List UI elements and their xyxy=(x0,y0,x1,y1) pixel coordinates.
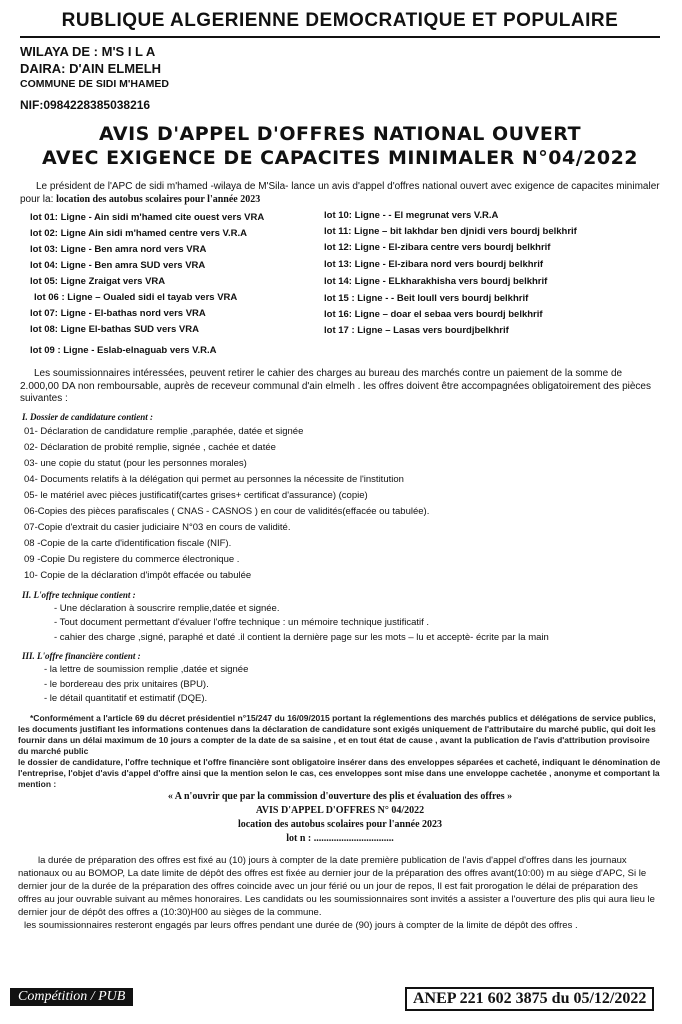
nif-line: NIF:0984228385038216 xyxy=(20,98,151,112)
deadline-paragraph: la durée de préparation des offres est fixé au (10) jours à compter de la date première publication de l'avis d'appel d'offres dans les journaux nationaux ou au BOMOP, La date limite de dépôt des offres est fixée au dernier jour de la préparation des offres avant(10:00) m au siège d'APC, Si le dernier jour de la durée de la préparation des offres coincide avec un jour férié ou un jour de repos, Il est fait prorogation le délai de préparation des offres au jour ouvrable suivant au mêmes honoraires. Les candidats ou les soumissionnaires sont invités a assister a l'ouverture des plis qui aura lieu le dernier jour de dépôt des offres a (10:30)H00 au sièges de la commune. xyxy=(18,854,655,918)
list-item: 05- le matériel avec pièces justificatif(cartes grises+ certificat d'assurance) (copie) xyxy=(24,489,368,501)
section3-title: III. L'offre financière contient : xyxy=(22,651,141,661)
lot-item: lot 11: Ligne – bit lakhdar ben djnidi vers bourdj belkhrif xyxy=(324,226,577,237)
list-item: - Une déclaration à souscrire remplie,datée et signée. xyxy=(54,602,280,614)
lot-item: lot 05: Ligne Zraigat vers VRA xyxy=(30,276,166,287)
lot-item: lot 06 : Ligne – Oualed sidi el tayab vers VRA xyxy=(34,292,238,303)
decree-paragraph: *Conformément a l'article 69 du décret présidentiel n°15/247 du 16/09/2015 portant la réglementions des marchés publics et délégations de service publics, les documents justifiant les informations contenues dans la déclaration de candidature sont exigés uniquement de l'attributaire du marché public, qui doit les fournir dans un délai maximum de 10 jours a compter de la date de sa saisine , et en tout état de cause , avant la publication de l'avis d'attribution provisoire du marché public xyxy=(18,712,656,756)
lot-item: lot 03: Ligne - Ben amra nord vers VRA xyxy=(30,244,207,255)
intro-object: location des autobus scolaires pour l'année 2023 xyxy=(56,194,261,205)
lot-item: lot 09 : Ligne - Eslab-elnaguab vers V.R.A xyxy=(30,345,217,356)
notice-title-line1: AVIS D'APPEL D'OFFRES NATIONAL OUVERT xyxy=(98,123,582,145)
lot-item: lot 13: Ligne - El-zibara nord vers bourdj belkhrif xyxy=(324,259,544,270)
submission-paragraph: Les soumissionnaires intéressées, peuvent retirer le cahier des charges au bureau des marchés contre un paiement de la somme de 2.000,00 DA non remboursable, auprès de receveur communal d'ain elmelh . les offres doivent être accompagnées obligatoirement des pièces suivantes : xyxy=(20,368,651,404)
envelope-paragraph: le dossier de candidature, l'offre technique et l'offre financière sont obligatoire insérer dans des enveloppes séparées et cacheté, indiquant le dénomination de l'entreprise, l'objet d'avis d'appel d'offre ainsi que la mention selon le cas, ces enveloppes sont mise dans une enveloppe cachetée , anonyme et comportant la mention : xyxy=(18,756,661,789)
intro-paragraph xyxy=(20,180,660,206)
issuer-block xyxy=(20,44,666,112)
notice-title xyxy=(14,122,666,170)
list-item: 08 -Copie de la carte d'identification fiscale (NIF). xyxy=(24,537,232,549)
competition-pub-label: Compétition / PUB xyxy=(10,988,133,1006)
list-item: - le détail quantitatif et estimatif (DQE). xyxy=(44,693,208,704)
list-item: 06-Copies des pièces parafiscales ( CNAS - CASNOS ) en cour de validités(effacée ou tabulée). xyxy=(24,505,430,517)
lot-item: lot 08: Ligne El-bathas SUD vers VRA xyxy=(30,324,199,335)
lot-item: lot 04: Ligne - Ben amra SUD vers VRA xyxy=(30,260,206,271)
lot-item: lot 15 : Ligne - - Beit loull vers bourdj belkhrif xyxy=(324,293,529,304)
list-item: 09 -Copie Du registere du commerce électronique . xyxy=(24,553,240,565)
mention-line3: location des autobus scolaires pour l'année 2023 xyxy=(237,818,443,830)
republic-title: RUBLIQUE ALGERIENNE DEMOCRATIQUE ET POPULAIRE xyxy=(20,8,660,38)
lot-item: lot 07: Ligne - El-bathas nord vers VRA xyxy=(30,308,206,319)
notice-title-line2: AVEC EXIGENCE DE CAPACITES MINIMALER N°04/2022 xyxy=(41,147,639,169)
list-item: - la lettre de soumission remplie ,datée et signée xyxy=(44,664,249,675)
section3-list xyxy=(44,663,666,707)
anep-reference: ANEP 221 602 3875 du 05/12/2022 xyxy=(405,987,654,1011)
lot-item: lot 12: Ligne - El-zibara centre vers bourdj belkhrif xyxy=(324,242,551,253)
section2-title: II. L'offre technique contient : xyxy=(22,589,136,600)
lot-item: lot 01: Ligne - Ain sidi m'hamed cite ouest vers VRA xyxy=(30,212,265,223)
daira-line: DAIRA: D'AIN ELMELH xyxy=(20,61,162,76)
list-item: - Tout document permettant d'évaluer l'offre technique : un mémoire technique justificatif . xyxy=(54,617,430,628)
wilaya-line: WILAYA DE : M'S I L A xyxy=(20,44,156,59)
lots-list xyxy=(14,212,666,360)
section2-list xyxy=(54,602,666,646)
mention-line4: lot n : ................................ xyxy=(286,832,394,844)
envelope-mention xyxy=(14,790,666,846)
lot-item: lot 14: Ligne - ELkharakhisha vers bourdj belkhrif xyxy=(324,276,548,287)
list-item: 01- Déclaration de candidature remplie ,paraphée, datée et signée xyxy=(24,425,304,437)
lot-item: lot 10: Ligne - - El megrunat vers V.R.A xyxy=(324,210,499,221)
list-item: 03- une copie du statut (pour les personnes morales) xyxy=(24,457,247,469)
lot-item: lot 02: Ligne Ain sidi m'hamed centre vers V.R.A xyxy=(30,228,247,239)
commune-line: COMMUNE DE SIDI M'HAMED xyxy=(20,78,169,90)
mention-line1: « A n'ouvrir que par la commission d'ouverture des plis et évaluation des offres » xyxy=(167,790,513,802)
list-item: 07-Copie d'extrait du casier judiciaire N°03 en cours de validité. xyxy=(24,521,291,533)
section1-list xyxy=(24,424,666,584)
mention-line2: AVIS D'APPEL D'OFFRES N° 04/2022 xyxy=(255,804,425,816)
lot-item: lot 17 : Ligne – Lasas vers bourdjbelkhrif xyxy=(324,325,509,336)
engagement-paragraph: les soumissionnaires resteront engagés par leurs offres pendant une durée de (90) jours à compter de la limite de dépôt des offres . xyxy=(24,919,578,931)
lot-item: lot 16: Ligne – doar el sebaa vers bourdj belkhrif xyxy=(324,309,543,320)
list-item: 10- Copie de la déclaration d'impôt effacée ou tabulée xyxy=(24,569,252,581)
list-item: - le bordereau des prix unitaires (BPU). xyxy=(44,678,209,690)
section1-title: I. Dossier de candidature contient : xyxy=(22,411,154,422)
list-item: - cahier des charge ,signé, paraphé et daté .il contient la dernière page sur les mots – lu et acceptè- écrite par la main xyxy=(54,631,549,643)
list-item: 02- Déclaration de probité remplie, signée , cachée et datée xyxy=(24,441,276,453)
tender-notice xyxy=(14,8,666,988)
intro-text: Le président de l'APC de sidi m'hamed -wilaya de M'Sila- lance un avis d'appel d'offres national ouvert avec exigence de capacites minimaler pour la: xyxy=(20,181,660,205)
list-item: 04- Documents relatifs à la délégation qui permet au personnes la nécessite de l'institution xyxy=(24,473,404,485)
